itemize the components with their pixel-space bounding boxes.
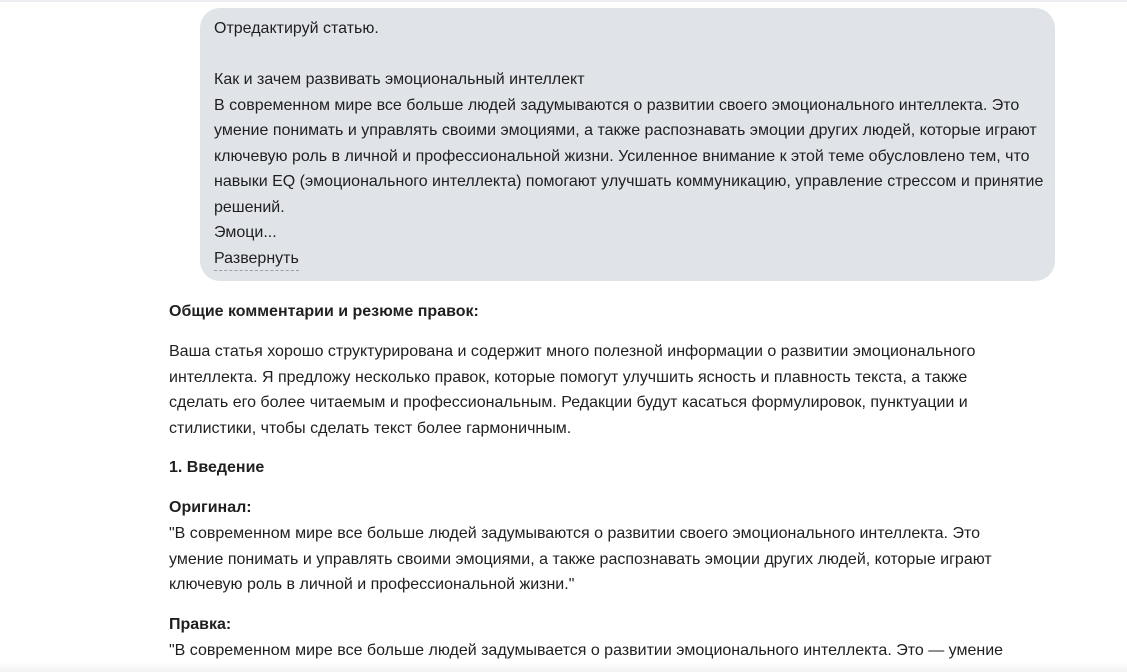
summary-line: Ваша статья хорошо структурирована и содержит много полезной информации о развитии эмоционального — [169, 343, 976, 360]
message-line: решений. — [214, 198, 285, 216]
bottom-fade — [0, 662, 1127, 672]
expand-message-button[interactable]: Развернуть — [214, 248, 299, 271]
user-message-bubble — [200, 8, 1055, 281]
message-line: В современном мире все больше людей задумываются о развитии своего эмоционального интеллекта. Это — [214, 96, 1020, 114]
message-line: Эмоци... — [214, 224, 277, 241]
top-divider — [0, 0, 1127, 2]
original-label: Оригинал: — [169, 499, 252, 516]
summary-line: сделать его более читаемым и профессиональным. Редакции будут касаться формулировок, пунктуации и — [169, 394, 968, 411]
message-line: Отредактируй статью. — [214, 20, 379, 37]
message-line: ключевую роль в личной и профессиональной жизни. Усиленное внимание к этой теме обусловлено тем, что — [214, 147, 1030, 165]
original-line: ключевую роль в личной и профессиональной жизни." — [169, 576, 575, 593]
message-line: Как и зачем развивать эмоциональный интеллект — [214, 71, 585, 88]
summary-line: стилистики, чтобы сделать текст более гармоничным. — [169, 419, 572, 437]
edit-line: "В современном мире все больше людей задумывается о развитии эмоционального интеллекта. Это — умение — [169, 641, 1004, 659]
original-line: "В современном мире все больше людей задумываются о развитии своего эмоционального интеллекта. Это — [169, 525, 980, 542]
assistant-response — [169, 299, 1049, 663]
section-heading: 1. Введение — [169, 459, 265, 476]
message-line — [214, 42, 1041, 68]
message-line: навыки EQ (эмоционального интеллекта) помогают улучшать коммуникацию, управление стрессом и принятие — [214, 173, 1044, 190]
edit-label: Правка: — [169, 615, 232, 633]
original-line: умение понимать и управлять своими эмоциями, а также распознавать эмоции других людей, которые играют — [169, 550, 992, 568]
summary-line: интеллекта. Я предложу несколько правок, которые помогут улучшить ясность и плавность текста, а также — [169, 368, 968, 386]
summary-heading: Общие комментарии и резюме правок: — [169, 303, 479, 320]
message-line: умение понимать и управлять своими эмоциями, а также распознавать эмоции других людей, которые играют — [214, 122, 1037, 139]
